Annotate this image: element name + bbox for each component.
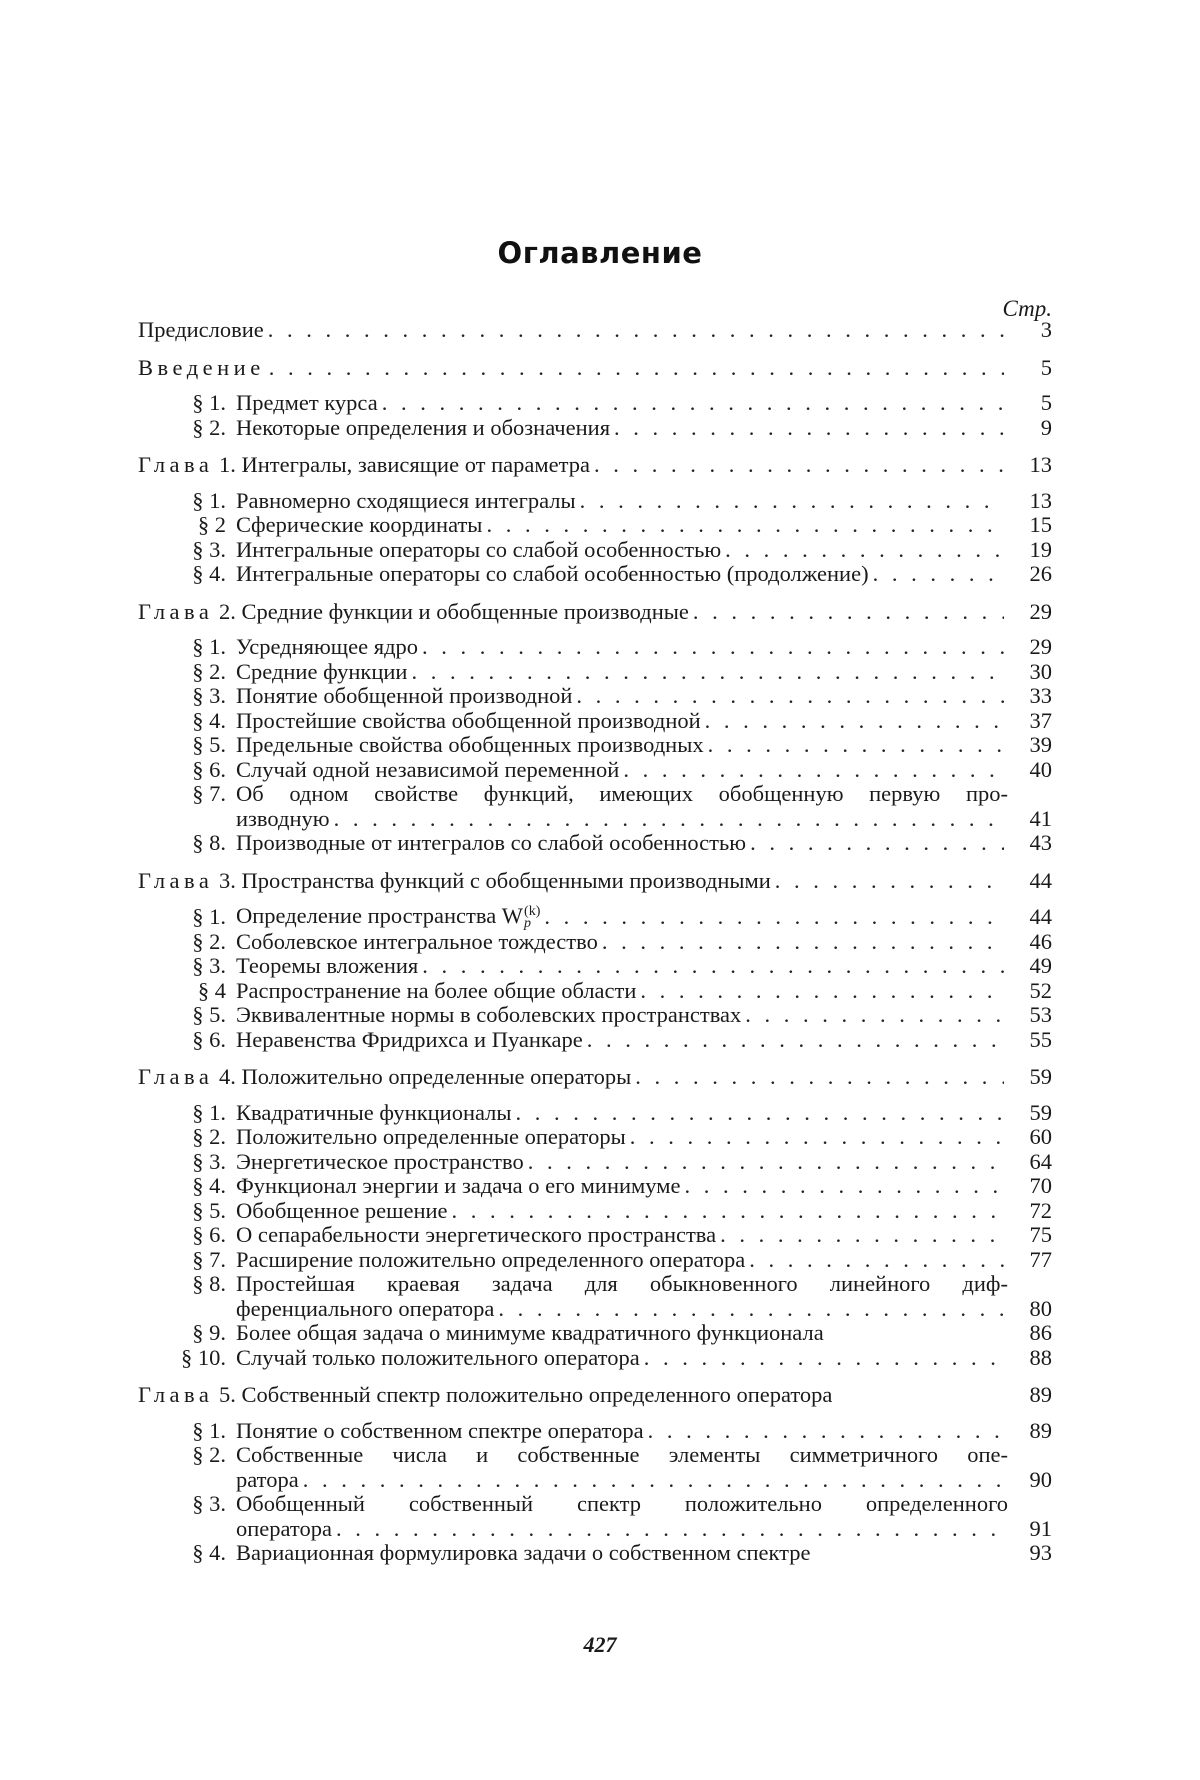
section-title: Обобщенное решение [236, 1197, 448, 1223]
section-title: Расширение положительно определенного оператора [236, 1246, 746, 1272]
section-title: Некоторые определения и обозначения [236, 414, 611, 440]
section-title-continuation [138, 807, 1052, 832]
toc-section [138, 1223, 1052, 1248]
entry-page: 5 [1040, 354, 1052, 380]
leader-dots [749, 1248, 1004, 1273]
toc-section [138, 1346, 1052, 1371]
leader-dots [648, 1419, 1004, 1444]
section-number: § 1. [192, 1417, 226, 1443]
section-number: § 6. [192, 1026, 226, 1052]
toc-section [138, 1150, 1052, 1175]
entry-page: 52 [1029, 977, 1052, 1003]
entry-page: 40 [1029, 756, 1052, 782]
section-title-line1: Обобщенный собственный спектр положительно определенного [236, 1491, 1008, 1517]
toc-section [138, 904, 1052, 930]
section-title: Определение пространства W (k) p [236, 903, 541, 931]
leader-dots [452, 1199, 1004, 1224]
leader-dots [602, 930, 1004, 955]
toc-section-multiline [138, 1492, 1052, 1541]
entry-page: 86 [1029, 1320, 1052, 1346]
section-number: § 6. [192, 1222, 226, 1248]
leader-dots [334, 807, 1004, 832]
toc-section [138, 1028, 1052, 1053]
entry-page: 9 [1040, 414, 1052, 440]
section-number: § 3. [192, 536, 226, 562]
leader-dots [498, 1297, 1004, 1322]
entry-page: 29 [1029, 598, 1052, 624]
toc-section-multiline [138, 1272, 1052, 1321]
toc-section [138, 1419, 1052, 1444]
section-title: Предельные свойства обобщенных производных [236, 732, 704, 757]
leader-dots [336, 1517, 1004, 1542]
leader-dots [422, 635, 1004, 660]
entry-page: 90 [1029, 1466, 1052, 1492]
section-title: Квадратичные функционалы [236, 1099, 512, 1125]
entry-page: 53 [1029, 1002, 1052, 1028]
toc-chapter [138, 869, 1052, 894]
toc-chapter [138, 1065, 1052, 1090]
leader-dots [576, 684, 1004, 709]
toc-entry [138, 356, 1052, 381]
section-title-line2: ратора [236, 1466, 299, 1492]
page-number: 427 [583, 1632, 617, 1657]
toc-chapter [138, 1383, 1052, 1408]
toc-section [138, 562, 1052, 587]
section-number: § 1. [192, 634, 226, 659]
section-title: Энергетическое пространство [236, 1148, 524, 1174]
entry-page: 72 [1029, 1197, 1052, 1223]
superscript-k: (k) [524, 903, 541, 919]
toc-section [138, 1003, 1052, 1028]
entry-page: 29 [1029, 634, 1052, 659]
section-title: Предмет курса [236, 390, 378, 415]
toc-section-multiline [138, 1443, 1052, 1492]
leader-dots [745, 1003, 1004, 1028]
leader-dots [693, 600, 1004, 625]
toc-section [138, 979, 1052, 1004]
leader-dots [750, 831, 1004, 856]
section-number: § 2. [192, 414, 226, 440]
sobolev-space-symbol [524, 903, 541, 931]
toc-section [138, 1321, 1052, 1346]
section-number: § 3. [192, 1148, 226, 1174]
section-title: О сепарабельности энергетического пространства [236, 1222, 717, 1248]
entry-page: 15 [1029, 512, 1052, 537]
toc-section [138, 489, 1052, 514]
section-title: Интегральные операторы со слабой особенностью [236, 536, 722, 562]
section-number: § 3. [192, 683, 226, 708]
section-number: § 1. [192, 390, 226, 415]
leader-dots [873, 562, 1004, 587]
section-number: § 2. [192, 1442, 226, 1468]
leader-dots [580, 489, 1004, 514]
section-number: § 3. [192, 1491, 226, 1517]
entry-page: 19 [1029, 536, 1052, 562]
section-title-line1: Собственные числа и собственные элементы симметричного опе- [236, 1442, 1008, 1468]
entry-page: 44 [1029, 904, 1052, 930]
section-title: Теоремы вложения [236, 953, 419, 979]
entry-page: 64 [1029, 1148, 1052, 1174]
toc-section [138, 831, 1052, 856]
section-title-line1: Об одном свойстве функций, имеющих обобщенную первую про- [236, 781, 1008, 806]
section-title: Функционал энергии и задача о его минимуме [236, 1173, 681, 1199]
chapter-title: 5. Собственный спектр положительно определенного оператора [218, 1382, 833, 1408]
entry-page: 13 [1029, 487, 1052, 513]
chapter-title: 1. Интегралы, зависящие от параметра [218, 452, 590, 477]
entry-label: Введение [138, 354, 265, 380]
section-number: § 2. [192, 928, 226, 954]
leader-dots [775, 869, 1004, 894]
section-title: Распространение на более общие области [236, 977, 637, 1003]
chapter-prefix: Глава [138, 1382, 214, 1408]
leader-dots [269, 356, 1004, 381]
entry-page: 88 [1029, 1344, 1052, 1370]
section-title: Понятие обобщенной производной [236, 683, 573, 708]
section-number: § 2. [192, 658, 226, 684]
toc-section [138, 1199, 1052, 1224]
entry-page: 44 [1029, 867, 1052, 893]
entry-page: 80 [1029, 1295, 1052, 1321]
toc-section [138, 635, 1052, 660]
section-number: § 5. [192, 1002, 226, 1028]
entry-page: 26 [1029, 561, 1052, 586]
leader-dots [684, 1174, 1004, 1199]
entry-page: 60 [1029, 1124, 1052, 1150]
section-title: Интегральные операторы со слабой особенностью (продолжение) [236, 561, 869, 586]
section-title: Сферические координаты [236, 512, 483, 537]
chapter-title: 4. Положительно определенные операторы [218, 1064, 632, 1090]
leader-dots [486, 513, 1004, 538]
entry-page: 46 [1029, 928, 1052, 954]
section-title: Случай одной независимой переменной [236, 756, 620, 782]
chapter-heading [138, 600, 689, 625]
section-title-line1: Простейшая краевая задача для обыкновенного линейного диф- [236, 1271, 1008, 1297]
section-title: Эквивалентные нормы в соболевских пространствах [236, 1002, 742, 1028]
toc-entry [138, 318, 1052, 343]
toc-section [138, 1125, 1052, 1150]
section-number: § 4. [192, 1540, 226, 1566]
toc-section [138, 513, 1052, 538]
entry-page: 89 [1029, 1417, 1052, 1443]
section-number: § 4. [192, 707, 226, 733]
leader-dots [644, 1346, 1004, 1371]
section-number: § 2. [192, 1124, 226, 1150]
leader-dots [268, 318, 1004, 343]
section-number: § 10. [181, 1344, 226, 1370]
entry-page: 5 [1040, 390, 1052, 415]
toc-section [138, 1101, 1052, 1126]
section-title-line2: оператора [236, 1515, 332, 1541]
toc-section [138, 684, 1052, 709]
entry-page: 91 [1029, 1515, 1052, 1541]
entry-page: 43 [1029, 830, 1052, 855]
entry-page: 13 [1029, 452, 1052, 477]
toc-section [138, 538, 1052, 563]
section-title: Неравенства Фридрихса и Пуанкаре [236, 1026, 583, 1052]
leader-dots [516, 1101, 1004, 1126]
entry-page: 89 [1029, 1382, 1052, 1408]
toc-section [138, 1541, 1052, 1566]
chapter-prefix: Глава [138, 867, 214, 893]
section-title: Равномерно сходящиеся интегралы [236, 487, 576, 513]
entry-page: 41 [1029, 805, 1052, 831]
entry-page: 37 [1029, 707, 1052, 733]
entry-page: 3 [1040, 317, 1052, 342]
chapter-heading [138, 869, 771, 894]
section-number: § 9. [192, 1320, 226, 1346]
chapter-heading [138, 453, 590, 478]
toc-section [138, 709, 1052, 734]
entry-page: 77 [1029, 1246, 1052, 1272]
section-number: § 6. [192, 756, 226, 782]
section-number: § 5. [192, 1197, 226, 1223]
section-number: § 8. [192, 1271, 226, 1297]
leader-dots [411, 660, 1004, 685]
section-number: § 4 [197, 977, 226, 1003]
section-title-line2: изводную [236, 805, 330, 831]
chapter-title: 3. Пространства функций с обобщенными производными [218, 867, 771, 893]
entry-page: 33 [1029, 683, 1052, 708]
entry-page: 70 [1029, 1173, 1052, 1199]
section-title: Случай только положительного оператора [236, 1344, 640, 1370]
section-title: Усредняющее ядро [236, 634, 419, 659]
section-number: § 7. [192, 1246, 226, 1272]
leader-dots [544, 905, 1004, 930]
toc-section [138, 416, 1052, 441]
leader-dots [623, 758, 1004, 783]
section-number: § 2 [197, 512, 226, 537]
leader-dots [303, 1468, 1004, 1493]
leader-dots [640, 979, 1004, 1004]
toc-section [138, 1248, 1052, 1273]
section-number: § 1. [192, 904, 226, 930]
leader-dots [705, 709, 1004, 734]
leader-dots [594, 453, 1004, 478]
leader-dots [635, 1065, 1004, 1090]
leader-dots [382, 391, 1004, 416]
section-number: § 5. [192, 732, 226, 757]
leader-dots [630, 1125, 1004, 1150]
chapter-prefix: Глава [138, 598, 214, 624]
section-title: Положительно определенные операторы [236, 1124, 626, 1150]
section-title: Средние функции [236, 658, 408, 684]
leader-dots [708, 733, 1004, 758]
chapter-prefix: Глава [138, 452, 214, 477]
section-number: § 4. [192, 561, 226, 586]
chapter-title: 2. Средние функции и обобщенные производные [218, 598, 689, 624]
entry-page: 59 [1029, 1064, 1052, 1090]
entry-page: 49 [1029, 953, 1052, 979]
toc-section [138, 391, 1052, 416]
entry-page: 75 [1029, 1222, 1052, 1248]
table-of-contents [138, 318, 1052, 1566]
chapter-heading [138, 1383, 832, 1408]
toc-section-multiline [138, 782, 1052, 831]
chapter-heading [138, 1065, 631, 1090]
toc-section [138, 1174, 1052, 1199]
section-number: § 4. [192, 1173, 226, 1199]
section-number: § 1. [192, 1099, 226, 1125]
leader-dots [614, 416, 1004, 441]
toc-chapter [138, 600, 1052, 625]
section-title: Вариационная формулировка задачи о собственном спектре [236, 1540, 811, 1566]
entry-page: 59 [1029, 1099, 1052, 1125]
section-title-continuation [138, 1517, 1052, 1542]
section-title: Понятие о собственном спектре оператора [236, 1417, 644, 1443]
subscript-p: p [524, 915, 532, 931]
section-title: Производные от интегралов со слабой особенностью [236, 830, 747, 855]
toc-section [138, 758, 1052, 783]
section-title: Более общая задача о минимуме квадратичного функционала [236, 1320, 824, 1346]
section-title-continuation [138, 1468, 1052, 1493]
leader-dots [422, 954, 1004, 979]
section-number: § 3. [192, 953, 226, 979]
section-number: § 7. [192, 781, 226, 806]
leader-dots [528, 1150, 1004, 1175]
entry-page: 55 [1029, 1026, 1052, 1052]
entry-label: Предисловие [138, 317, 264, 342]
toc-section [138, 733, 1052, 758]
leader-dots [720, 1223, 1004, 1248]
section-title: Простейшие свойства обобщенной производной [236, 707, 701, 733]
entry-page: 93 [1029, 1540, 1052, 1566]
toc-section [138, 660, 1052, 685]
page-title: Оглавление [497, 236, 703, 270]
section-title-line2: ференциального оператора [236, 1295, 495, 1321]
leader-dots [587, 1028, 1004, 1053]
section-number: § 8. [192, 830, 226, 855]
section-title-continuation [138, 1297, 1052, 1322]
toc-section [138, 930, 1052, 955]
entry-page: 30 [1029, 658, 1052, 684]
toc-section [138, 954, 1052, 979]
chapter-prefix: Глава [138, 1064, 214, 1090]
page-column-label: Стр. [1002, 296, 1052, 321]
section-number: § 1. [192, 487, 226, 513]
entry-page: 39 [1029, 732, 1052, 757]
section-title: Соболевское интегральное тождество [236, 928, 598, 954]
leader-dots [725, 538, 1004, 563]
toc-chapter [138, 453, 1052, 478]
